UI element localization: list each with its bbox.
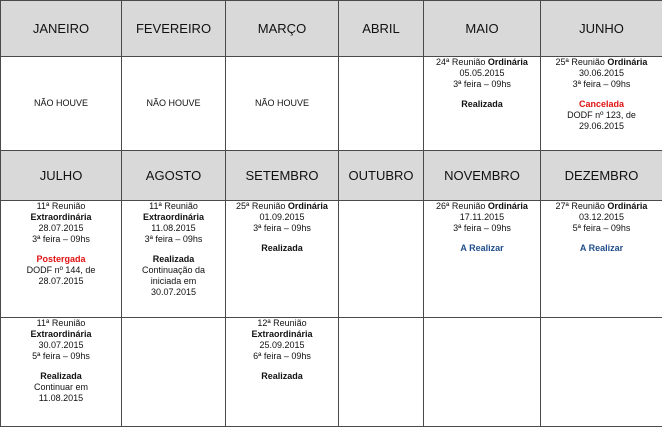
meeting-type: Ordinária <box>488 57 528 67</box>
month-header-row-2 <box>1 151 662 201</box>
meetings-row-1 <box>1 57 662 151</box>
month-header-novembro: NOVEMBRO <box>424 151 541 201</box>
cell-fevereiro <box>122 57 226 151</box>
meeting-status: Realizada <box>122 254 225 265</box>
meeting-time: 3ª feira – 09hs <box>122 234 225 245</box>
meeting-note: 29.06.2015 <box>541 121 662 132</box>
month-header-dezembro: DEZEMBRO <box>541 151 662 201</box>
month-header-maio: MAIO <box>424 1 541 57</box>
cell-agosto-2 <box>122 318 226 427</box>
month-header-outubro: OUTUBRO <box>339 151 424 201</box>
cell-novembro <box>424 201 541 318</box>
cell-dezembro <box>541 201 662 318</box>
meeting-type: Ordinária <box>488 201 528 211</box>
cell-marco <box>226 57 339 151</box>
meeting-title: 11ª Reunião <box>122 201 225 212</box>
meeting-date: 05.05.2015 <box>424 68 540 79</box>
cell-julho-2 <box>1 318 122 427</box>
meeting-type: Ordinária <box>288 201 328 211</box>
meeting-title: 11ª Reunião <box>1 201 121 212</box>
meetings-row-2 <box>1 201 662 318</box>
month-header-julho: JULHO <box>1 151 122 201</box>
meeting-title: 11ª Reunião <box>1 318 121 329</box>
cell-outubro-2 <box>339 318 424 427</box>
cell-dezembro-2 <box>541 318 662 427</box>
meeting-status: Realizada <box>424 99 540 110</box>
meeting-time: 3ª feira – 09hs <box>541 79 662 90</box>
meeting-status: Realizada <box>226 243 338 254</box>
meeting-time: 3ª feira – 09hs <box>1 234 121 245</box>
meeting-note: DODF nº 123, de <box>541 110 662 121</box>
meeting-note: 30.07.2015 <box>122 287 225 298</box>
meeting-time: 5ª feira – 09hs <box>541 223 662 234</box>
meeting-title: 25ª Reunião Ordinária <box>541 57 662 68</box>
meeting-status: A Realizar <box>541 243 662 254</box>
no-meeting-text: NÃO HOUVE <box>226 98 338 109</box>
month-header-fevereiro: FEVEREIRO <box>122 1 226 57</box>
month-header-janeiro: JANEIRO <box>1 1 122 57</box>
meeting-type: Ordinária <box>607 57 647 67</box>
month-header-abril: ABRIL <box>339 1 424 57</box>
meeting-title: 24ª Reunião Ordinária <box>424 57 540 68</box>
meeting-note: DODF nº 144, de <box>1 265 121 276</box>
no-meeting-text: NÃO HOUVE <box>122 98 225 109</box>
cell-junho <box>541 57 662 151</box>
meeting-time: 3ª feira – 09hs <box>424 79 540 90</box>
cell-agosto <box>122 201 226 318</box>
meeting-status: A Realizar <box>424 243 540 254</box>
meeting-time: 3ª feira – 09hs <box>424 223 540 234</box>
cell-janeiro <box>1 57 122 151</box>
meeting-note: 11.08.2015 <box>1 393 121 404</box>
cell-abril <box>339 57 424 151</box>
cell-setembro-2 <box>226 318 339 427</box>
meeting-date: 01.09.2015 <box>226 212 338 223</box>
meeting-note: Continuar em <box>1 382 121 393</box>
meeting-time: 3ª feira – 09hs <box>226 223 338 234</box>
meeting-type: Ordinária <box>607 201 647 211</box>
month-header-setembro: SETEMBRO <box>226 151 339 201</box>
meeting-note: Continuação da <box>122 265 225 276</box>
meeting-date: 11.08.2015 <box>122 223 225 234</box>
meeting-title: 12ª Reunião <box>226 318 338 329</box>
meeting-note: 28.07.2015 <box>1 276 121 287</box>
meeting-date: 30.06.2015 <box>541 68 662 79</box>
month-header-junho: JUNHO <box>541 1 662 57</box>
meeting-note: iniciada em <box>122 276 225 287</box>
meeting-date: 28.07.2015 <box>1 223 121 234</box>
cell-setembro <box>226 201 339 318</box>
meeting-title: 25ª Reunião Ordinária <box>226 201 338 212</box>
meeting-type: Extraordinária <box>251 329 312 339</box>
meeting-type: Extraordinária <box>30 212 91 222</box>
cell-outubro <box>339 201 424 318</box>
meeting-status: Realizada <box>226 371 338 382</box>
meeting-date: 30.07.2015 <box>1 340 121 351</box>
meeting-type: Extraordinária <box>30 329 91 339</box>
month-header-marco: MARÇO <box>226 1 339 57</box>
cell-maio <box>424 57 541 151</box>
meeting-time: 6ª feira – 09hs <box>226 351 338 362</box>
meeting-title: 27ª Reunião Ordinária <box>541 201 662 212</box>
meeting-status: Postergada <box>1 254 121 265</box>
meeting-time: 5ª feira – 09hs <box>1 351 121 362</box>
meetings-row-3 <box>1 318 662 427</box>
meeting-date: 17.11.2015 <box>424 212 540 223</box>
month-header-agosto: AGOSTO <box>122 151 226 201</box>
meeting-title: 26ª Reunião Ordinária <box>424 201 540 212</box>
meeting-type: Extraordinária <box>143 212 204 222</box>
no-meeting-text: NÃO HOUVE <box>1 98 121 109</box>
meeting-date: 03.12.2015 <box>541 212 662 223</box>
meeting-status: Cancelada <box>541 99 662 110</box>
cell-julho <box>1 201 122 318</box>
meeting-date: 25.09.2015 <box>226 340 338 351</box>
month-header-row-1 <box>1 1 662 57</box>
meeting-status: Realizada <box>1 371 121 382</box>
cell-novembro-2 <box>424 318 541 427</box>
